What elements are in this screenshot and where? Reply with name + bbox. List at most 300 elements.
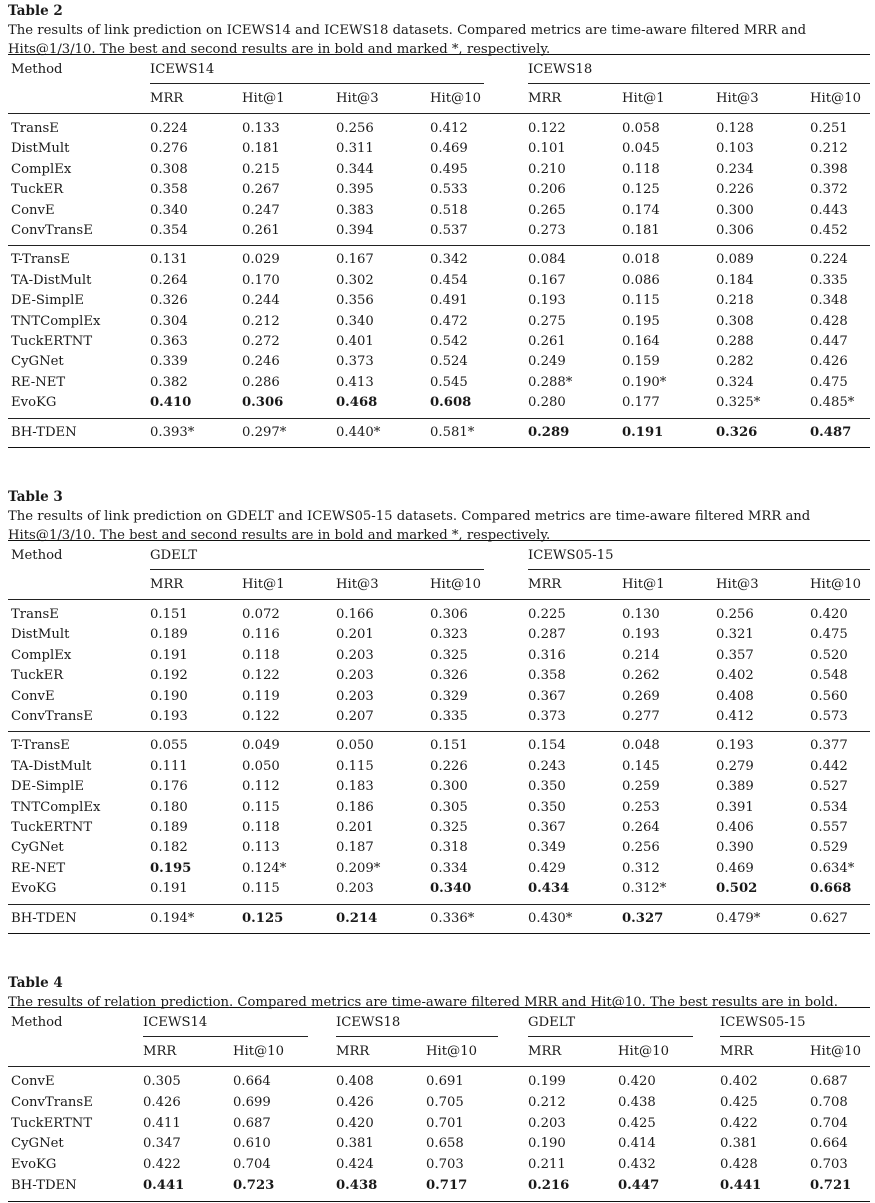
value-cell: 0.212: [242, 313, 280, 329]
table-top-rule: [8, 1007, 870, 1008]
value-cell: 0.151: [430, 738, 468, 754]
value-cell: 0.335: [810, 272, 848, 288]
table-bottom-rule: [8, 1201, 870, 1202]
value-cell: 0.287: [528, 627, 566, 643]
value-cell: 0.203: [336, 647, 374, 663]
value-cell: 0.318: [430, 840, 468, 856]
value-cell: 0.122: [242, 709, 280, 724]
value-cell: 0.128: [716, 121, 754, 136]
value-cell: 0.210: [528, 161, 566, 177]
value-cell: 0.203: [336, 688, 374, 704]
value-cell: 0.186: [336, 799, 374, 815]
group-underline: [528, 83, 870, 84]
value-cell: 0.261: [528, 334, 566, 349]
value-cell: 0.212: [528, 1094, 566, 1110]
value-cell: 0.045: [622, 141, 660, 157]
group-header: ICEWS05-15: [528, 548, 614, 563]
value-cell: 0.159: [622, 354, 660, 370]
value-cell: 0.086: [622, 272, 660, 288]
value-cell: 0.389: [716, 779, 754, 795]
metric-header: Hit@10: [233, 1044, 284, 1059]
value-cell: 0.342: [430, 252, 468, 268]
value-cell: 0.560: [810, 688, 848, 704]
value-cell: 0.699: [233, 1094, 271, 1110]
group-underline: [150, 569, 484, 570]
method-cell: TuckER: [11, 668, 64, 684]
value-cell: 0.527: [810, 779, 848, 795]
value-cell: 0.381: [720, 1136, 758, 1152]
value-cell: 0.189: [150, 627, 188, 643]
value-cell: 0.203: [336, 668, 374, 684]
metric-header: Hit@10: [810, 91, 861, 106]
value-cell: 0.321: [716, 627, 754, 643]
metric-header: MRR: [528, 1044, 562, 1059]
value-cell: 0.701: [426, 1115, 464, 1131]
method-cell: TNTComplEx: [11, 799, 101, 815]
value-cell: 0.356: [336, 293, 374, 309]
section-rule: [8, 245, 870, 246]
value-cell: 0.191: [150, 881, 188, 897]
value-cell: 0.691: [426, 1074, 464, 1089]
method-cell: TA-DistMult: [11, 272, 92, 288]
table-top-rule: [8, 540, 870, 541]
value-cell: 0.475: [810, 374, 848, 390]
value-cell: 0.193: [528, 293, 566, 309]
value-cell: 0.306: [242, 395, 284, 411]
value-cell: 0.334: [430, 860, 468, 876]
value-cell: 0.438: [336, 1178, 378, 1193]
value-cell: 0.111: [150, 758, 188, 774]
value-cell: 0.429: [528, 860, 566, 876]
value-cell: 0.708: [810, 1094, 848, 1110]
metric-header: MRR: [528, 91, 562, 106]
value-cell: 0.113: [242, 840, 280, 856]
section-rule: [8, 731, 870, 732]
value-cell: 0.300: [716, 202, 754, 218]
value-cell: 0.395: [336, 182, 374, 198]
value-cell: 0.187: [336, 840, 374, 856]
value-cell: 0.050: [336, 738, 374, 754]
value-cell: 0.130: [622, 607, 660, 622]
metric-header: Hit@1: [242, 91, 285, 106]
value-cell: 0.336*: [430, 910, 475, 926]
value-cell: 0.195: [622, 313, 660, 329]
value-cell: 0.190*: [622, 374, 667, 390]
caption-line: The results of link prediction on ICEWS14 and ICEWS18 datasets. Compared metrics are time-aware filtered MRR and: [8, 23, 807, 38]
value-cell: 0.382: [150, 374, 188, 390]
method-cell: ConvE: [11, 1074, 55, 1089]
method-cell: BH-TDEN: [11, 910, 77, 926]
value-cell: 0.339: [150, 354, 188, 370]
value-cell: 0.272: [242, 334, 280, 349]
value-cell: 0.133: [242, 121, 280, 136]
value-cell: 0.658: [426, 1136, 464, 1152]
value-cell: 0.327: [622, 910, 664, 926]
value-cell: 0.115: [242, 799, 280, 815]
value-cell: 0.326: [716, 424, 758, 440]
value-cell: 0.305: [143, 1074, 181, 1089]
value-cell: 0.195: [150, 860, 192, 876]
value-cell: 0.428: [720, 1157, 758, 1173]
value-cell: 0.537: [430, 223, 468, 238]
value-cell: 0.193: [150, 709, 188, 724]
value-cell: 0.167: [336, 252, 374, 268]
value-cell: 0.534: [810, 799, 848, 815]
value-cell: 0.703: [426, 1157, 464, 1173]
value-cell: 0.347: [143, 1136, 181, 1152]
value-cell: 0.226: [430, 758, 468, 774]
value-cell: 0.485*: [810, 395, 855, 411]
value-cell: 0.447: [810, 334, 848, 349]
method-header: Method: [11, 62, 63, 77]
value-cell: 0.367: [528, 820, 566, 835]
metric-header: Hit@10: [810, 1044, 861, 1059]
caption-line: The results of relation prediction. Compared metrics are time-aware filtered MRR and Hit@10. The best results are in bold.: [8, 995, 838, 1010]
value-cell: 0.479*: [716, 910, 761, 926]
value-cell: 0.125: [242, 910, 284, 926]
value-cell: 0.050: [242, 758, 280, 774]
group-header: ICEWS14: [143, 1015, 208, 1030]
value-cell: 0.325*: [716, 395, 761, 411]
value-cell: 0.406: [716, 820, 754, 835]
value-cell: 0.234: [716, 161, 754, 177]
value-cell: 0.289: [528, 424, 570, 440]
value-cell: 0.125: [622, 182, 660, 198]
value-cell: 0.373: [528, 709, 566, 724]
method-cell: DistMult: [11, 141, 70, 157]
value-cell: 0.344: [336, 161, 374, 177]
value-cell: 0.072: [242, 607, 280, 622]
value-cell: 0.115: [242, 881, 280, 897]
value-cell: 0.608: [430, 395, 472, 411]
value-cell: 0.112: [242, 779, 280, 795]
value-cell: 0.055: [150, 738, 188, 754]
value-cell: 0.312*: [622, 881, 667, 897]
method-cell: ComplEx: [11, 161, 72, 177]
value-cell: 0.247: [242, 202, 280, 218]
method-cell: CyGNet: [11, 1136, 64, 1152]
metric-header: Hit@3: [716, 91, 759, 106]
value-cell: 0.049: [242, 738, 280, 754]
value-cell: 0.703: [810, 1157, 848, 1173]
method-cell: CyGNet: [11, 840, 64, 856]
value-cell: 0.411: [143, 1115, 181, 1131]
method-cell: ConvE: [11, 688, 55, 704]
value-cell: 0.348: [810, 293, 848, 309]
metric-header: MRR: [150, 577, 184, 592]
value-cell: 0.627: [810, 910, 848, 926]
metric-header: Hit@3: [716, 577, 759, 592]
method-cell: TransE: [11, 607, 59, 622]
value-cell: 0.183: [336, 779, 374, 795]
method-cell: DE-SimplE: [11, 779, 84, 795]
value-cell: 0.723: [233, 1178, 275, 1193]
value-cell: 0.325: [430, 820, 468, 835]
value-cell: 0.311: [336, 141, 374, 157]
metric-header: Hit@10: [426, 1044, 477, 1059]
group-header: ICEWS18: [336, 1015, 401, 1030]
method-cell: T-TransE: [11, 252, 70, 268]
value-cell: 0.192: [150, 668, 188, 684]
value-cell: 0.412: [430, 121, 468, 136]
value-cell: 0.201: [336, 820, 374, 835]
value-cell: 0.280: [528, 395, 566, 411]
table-label: Table 4: [8, 975, 63, 991]
value-cell: 0.029: [242, 252, 280, 268]
value-cell: 0.533: [430, 182, 468, 198]
value-cell: 0.393*: [150, 424, 195, 440]
value-cell: 0.335: [430, 709, 468, 724]
value-cell: 0.443: [810, 202, 848, 218]
value-cell: 0.402: [716, 668, 754, 684]
value-cell: 0.664: [810, 1136, 848, 1152]
value-cell: 0.304: [150, 313, 188, 329]
table-top-rule: [8, 54, 870, 55]
value-cell: 0.122: [242, 668, 280, 684]
value-cell: 0.302: [336, 272, 374, 288]
group-underline: [528, 1036, 693, 1037]
value-cell: 0.181: [242, 141, 280, 157]
value-cell: 0.354: [150, 223, 188, 238]
value-cell: 0.524: [430, 354, 468, 370]
value-cell: 0.262: [622, 668, 660, 684]
value-cell: 0.704: [810, 1115, 848, 1131]
method-cell: ConvE: [11, 202, 55, 218]
value-cell: 0.177: [622, 395, 660, 411]
value-cell: 0.277: [622, 709, 660, 724]
value-cell: 0.288*: [528, 374, 573, 390]
value-cell: 0.401: [336, 334, 374, 349]
value-cell: 0.194*: [150, 910, 195, 926]
value-cell: 0.434: [528, 881, 570, 897]
value-cell: 0.349: [528, 840, 566, 856]
value-cell: 0.323: [430, 627, 468, 643]
value-cell: 0.118: [622, 161, 660, 177]
value-cell: 0.413: [336, 374, 374, 390]
method-cell: ConvTransE: [11, 709, 93, 724]
value-cell: 0.103: [716, 141, 754, 157]
group-underline: [150, 83, 484, 84]
group-header: ICEWS14: [150, 62, 215, 77]
value-cell: 0.377: [810, 738, 848, 754]
value-cell: 0.209*: [336, 860, 381, 876]
value-cell: 0.256: [336, 121, 374, 136]
metric-header: Hit@3: [336, 577, 379, 592]
value-cell: 0.381: [336, 1136, 374, 1152]
group-header: ICEWS05-15: [720, 1015, 806, 1030]
value-cell: 0.193: [716, 738, 754, 754]
metric-header: Hit@10: [430, 91, 481, 106]
value-cell: 0.664: [233, 1074, 271, 1089]
caption-line: Hits@1/3/10. The best and second results are in bold and marked *, respectively.: [8, 528, 551, 543]
value-cell: 0.122: [528, 121, 566, 136]
value-cell: 0.164: [622, 334, 660, 349]
value-cell: 0.312: [622, 860, 660, 876]
caption-line: The results of link prediction on GDELT and ICEWS05-15 datasets. Compared metrics are time-aware filtered MRR and: [8, 509, 811, 524]
value-cell: 0.300: [430, 779, 468, 795]
group-header: GDELT: [528, 1015, 576, 1030]
value-cell: 0.124*: [242, 860, 287, 876]
value-cell: 0.426: [810, 354, 848, 370]
value-cell: 0.398: [810, 161, 848, 177]
value-cell: 0.687: [810, 1074, 848, 1089]
value-cell: 0.373: [336, 354, 374, 370]
value-cell: 0.422: [143, 1157, 181, 1173]
method-cell: ConvTransE: [11, 1094, 93, 1110]
value-cell: 0.297*: [242, 424, 287, 440]
value-cell: 0.340: [336, 313, 374, 329]
value-cell: 0.350: [528, 799, 566, 815]
value-cell: 0.145: [622, 758, 660, 774]
method-cell: TransE: [11, 121, 59, 136]
value-cell: 0.326: [150, 293, 188, 309]
metric-header: Hit@1: [622, 91, 665, 106]
value-cell: 0.340: [430, 881, 472, 897]
metric-header: Hit@3: [336, 91, 379, 106]
value-cell: 0.251: [810, 121, 848, 136]
value-cell: 0.084: [528, 252, 566, 268]
value-cell: 0.215: [242, 161, 280, 177]
value-cell: 0.308: [150, 161, 188, 177]
table-label: Table 2: [8, 3, 63, 19]
value-cell: 0.089: [716, 252, 754, 268]
value-cell: 0.425: [720, 1094, 758, 1110]
value-cell: 0.402: [720, 1074, 758, 1089]
value-cell: 0.557: [810, 820, 848, 835]
value-cell: 0.426: [143, 1094, 181, 1110]
value-cell: 0.212: [810, 141, 848, 157]
value-cell: 0.119: [242, 688, 280, 704]
value-cell: 0.495: [430, 161, 468, 177]
method-cell: TuckERTNT: [11, 820, 93, 835]
value-cell: 0.391: [716, 799, 754, 815]
table-block: [8, 2, 870, 440]
value-cell: 0.115: [622, 293, 660, 309]
method-cell: RE-NET: [11, 374, 66, 390]
value-cell: 0.211: [528, 1157, 566, 1173]
method-cell: ComplEx: [11, 647, 72, 663]
method-cell: T-TransE: [11, 738, 70, 754]
value-cell: 0.487: [810, 424, 852, 440]
value-cell: 0.224: [150, 121, 188, 136]
value-cell: 0.249: [528, 354, 566, 370]
value-cell: 0.206: [528, 182, 566, 198]
method-cell: EvoKG: [11, 881, 57, 897]
group-underline: [720, 1036, 870, 1037]
caption-line: Hits@1/3/10. The best and second results are in bold and marked *, respectively.: [8, 42, 551, 57]
value-cell: 0.390: [716, 840, 754, 856]
group-header: ICEWS18: [528, 62, 593, 77]
metric-header: Hit@10: [810, 577, 861, 592]
value-cell: 0.581*: [430, 424, 475, 440]
value-cell: 0.414: [618, 1136, 656, 1152]
value-cell: 0.116: [242, 627, 280, 643]
value-cell: 0.420: [810, 607, 848, 622]
value-cell: 0.018: [622, 252, 660, 268]
method-cell: ConvTransE: [11, 223, 93, 238]
header-rule: [8, 1066, 870, 1067]
value-cell: 0.422: [720, 1115, 758, 1131]
value-cell: 0.264: [150, 272, 188, 288]
value-cell: 0.442: [810, 758, 848, 774]
value-cell: 0.203: [336, 881, 374, 897]
method-cell: DistMult: [11, 627, 70, 643]
method-cell: TuckER: [11, 182, 64, 198]
value-cell: 0.176: [150, 779, 188, 795]
method-cell: TuckERTNT: [11, 1115, 93, 1131]
method-cell: CyGNet: [11, 354, 64, 370]
value-cell: 0.425: [618, 1115, 656, 1131]
method-header: Method: [11, 1015, 63, 1030]
value-cell: 0.358: [150, 182, 188, 198]
value-cell: 0.201: [336, 627, 374, 643]
value-cell: 0.529: [810, 840, 848, 856]
value-cell: 0.131: [150, 252, 188, 268]
value-cell: 0.428: [810, 313, 848, 329]
section-rule: [8, 418, 870, 419]
value-cell: 0.408: [336, 1074, 374, 1089]
method-cell: TNTComplEx: [11, 313, 101, 329]
value-cell: 0.548: [810, 668, 848, 684]
method-cell: TA-DistMult: [11, 758, 92, 774]
value-cell: 0.305: [430, 799, 468, 815]
value-cell: 0.243: [528, 758, 566, 774]
value-cell: 0.468: [336, 395, 378, 411]
value-cell: 0.225: [528, 607, 566, 622]
value-cell: 0.199: [528, 1074, 566, 1089]
value-cell: 0.383: [336, 202, 374, 218]
table-block: [8, 974, 870, 1193]
value-cell: 0.542: [430, 334, 468, 349]
value-cell: 0.214: [336, 910, 378, 926]
value-cell: 0.316: [528, 647, 566, 663]
metric-header: Hit@1: [622, 577, 665, 592]
value-cell: 0.408: [716, 688, 754, 704]
metric-header: MRR: [528, 577, 562, 592]
table-label: Table 3: [8, 489, 63, 505]
value-cell: 0.253: [622, 799, 660, 815]
value-cell: 0.282: [716, 354, 754, 370]
header-rule: [8, 113, 870, 114]
value-cell: 0.412: [716, 709, 754, 724]
value-cell: 0.216: [528, 1178, 570, 1193]
value-cell: 0.154: [528, 738, 566, 754]
value-cell: 0.218: [716, 293, 754, 309]
value-cell: 0.363: [150, 334, 188, 349]
method-cell: BH-TDEN: [11, 424, 77, 440]
value-cell: 0.190: [150, 688, 188, 704]
value-cell: 0.306: [430, 607, 468, 622]
value-cell: 0.261: [242, 223, 280, 238]
metric-header: MRR: [143, 1044, 177, 1059]
metric-header: MRR: [336, 1044, 370, 1059]
value-cell: 0.276: [150, 141, 188, 157]
value-cell: 0.151: [150, 607, 188, 622]
value-cell: 0.350: [528, 779, 566, 795]
value-cell: 0.668: [810, 881, 852, 897]
value-cell: 0.357: [716, 647, 754, 663]
method-cell: BH-TDEN: [11, 1178, 77, 1193]
value-cell: 0.518: [430, 202, 468, 218]
value-cell: 0.430*: [528, 910, 573, 926]
header-rule: [8, 599, 870, 600]
value-cell: 0.329: [430, 688, 468, 704]
value-cell: 0.424: [336, 1157, 374, 1173]
value-cell: 0.184: [716, 272, 754, 288]
value-cell: 0.265: [528, 202, 566, 218]
value-cell: 0.520: [810, 647, 848, 663]
metric-header: Hit@1: [242, 577, 285, 592]
